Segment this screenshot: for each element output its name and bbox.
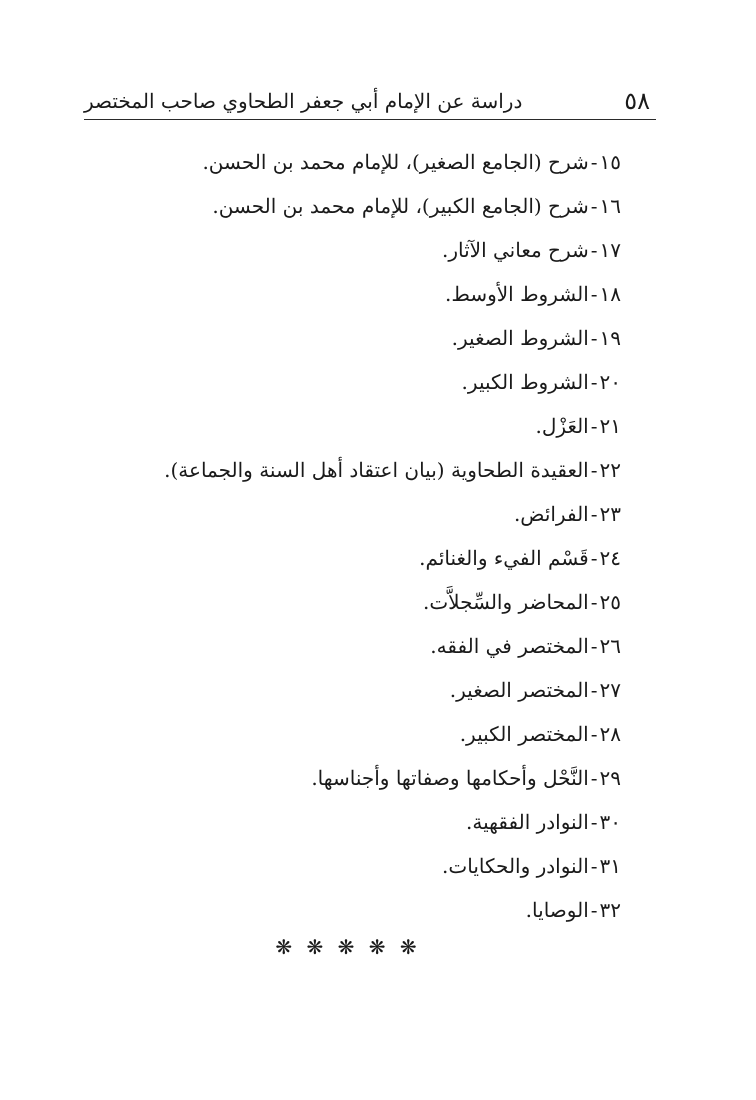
item-separator: - [590,854,598,878]
item-text: النَّحْل وأحكامها وصفاتها وأجناسها. [311,766,589,790]
running-title: دراسة عن الإمام أبي جعفر الطحاوي صاحب المختصر [84,89,523,113]
item-text: المحاضر والسِّجلاَّت. [422,590,589,614]
item-number: ٢٢ [599,458,621,482]
item-separator: - [590,810,598,834]
list-item [121,668,621,712]
item-number: ٢٥ [599,590,621,614]
item-separator: - [590,194,598,218]
item-text: الشروط الكبير. [461,370,589,394]
item-text: الشروط الأوسط. [444,282,589,306]
item-separator: - [590,678,598,702]
list-item [121,316,621,360]
item-separator: - [590,634,598,658]
item-number: ١٥ [599,150,621,174]
item-text: النوادر والحكايات. [442,854,589,878]
item-number: ٣١ [599,854,621,878]
item-separator: - [590,590,598,614]
works-list [121,140,621,932]
item-text: شرح (الجامع الصغير)، للإمام محمد بن الحسن. [202,150,589,174]
item-number: ٢٩ [599,766,621,790]
item-separator: - [590,414,598,438]
item-text: قَسْم الفيء والغنائم. [419,546,589,570]
item-text: المختصر في الفقه. [430,634,589,658]
item-separator: - [590,370,598,394]
item-separator: - [590,150,598,174]
item-separator: - [590,502,598,526]
item-number: ١٩ [599,326,621,350]
item-separator: - [590,898,598,922]
item-separator: - [590,326,598,350]
item-separator: - [590,282,598,306]
item-number: ٢٤ [599,546,621,570]
list-item [121,888,621,932]
item-text: العَزْل. [535,414,589,438]
page-number: ٥٨ [624,87,650,115]
list-item [121,580,621,624]
item-number: ٢٦ [599,634,621,658]
list-item [121,712,621,756]
list-item [121,448,621,492]
list-item [121,624,621,668]
list-item [121,272,621,316]
item-text: شرح معاني الآثار. [442,238,589,262]
list-item [121,140,621,184]
list-item [121,756,621,800]
list-item [121,844,621,888]
item-text: الفرائض. [513,502,589,526]
item-number: ١٦ [599,194,621,218]
list-item [121,184,621,228]
item-separator: - [590,766,598,790]
item-number: ٢٠ [599,370,621,394]
list-item [121,492,621,536]
item-separator: - [590,546,598,570]
list-item [121,360,621,404]
item-text: النوادر الفقهية. [466,810,589,834]
item-text: الوصايا. [525,898,589,922]
item-number: ١٨ [599,282,621,306]
list-item [121,800,621,844]
list-item [121,228,621,272]
item-number: ٢٧ [599,678,621,702]
item-text: الشروط الصغير. [451,326,589,350]
item-text: العقيدة الطحاوية (بيان اعتقاد أهل السنة والجماعة). [164,458,589,482]
item-number: ٣٠ [599,810,621,834]
item-number: ٢١ [599,414,621,438]
item-separator: - [590,238,598,262]
header-rule [84,119,656,120]
section-end-ornament: ❋ ❋ ❋ ❋ ❋ [275,935,421,959]
item-number: ١٧ [599,238,621,262]
item-separator: - [590,722,598,746]
item-separator: - [590,458,598,482]
list-item [121,536,621,580]
item-text: المختصر الصغير. [449,678,589,702]
item-number: ٢٣ [599,502,621,526]
item-number: ٣٢ [599,898,621,922]
list-item [121,404,621,448]
item-number: ٢٨ [599,722,621,746]
item-text: شرح (الجامع الكبير)، للإمام محمد بن الحسن. [212,194,589,218]
page-header [84,84,656,118]
item-text: المختصر الكبير. [459,722,589,746]
